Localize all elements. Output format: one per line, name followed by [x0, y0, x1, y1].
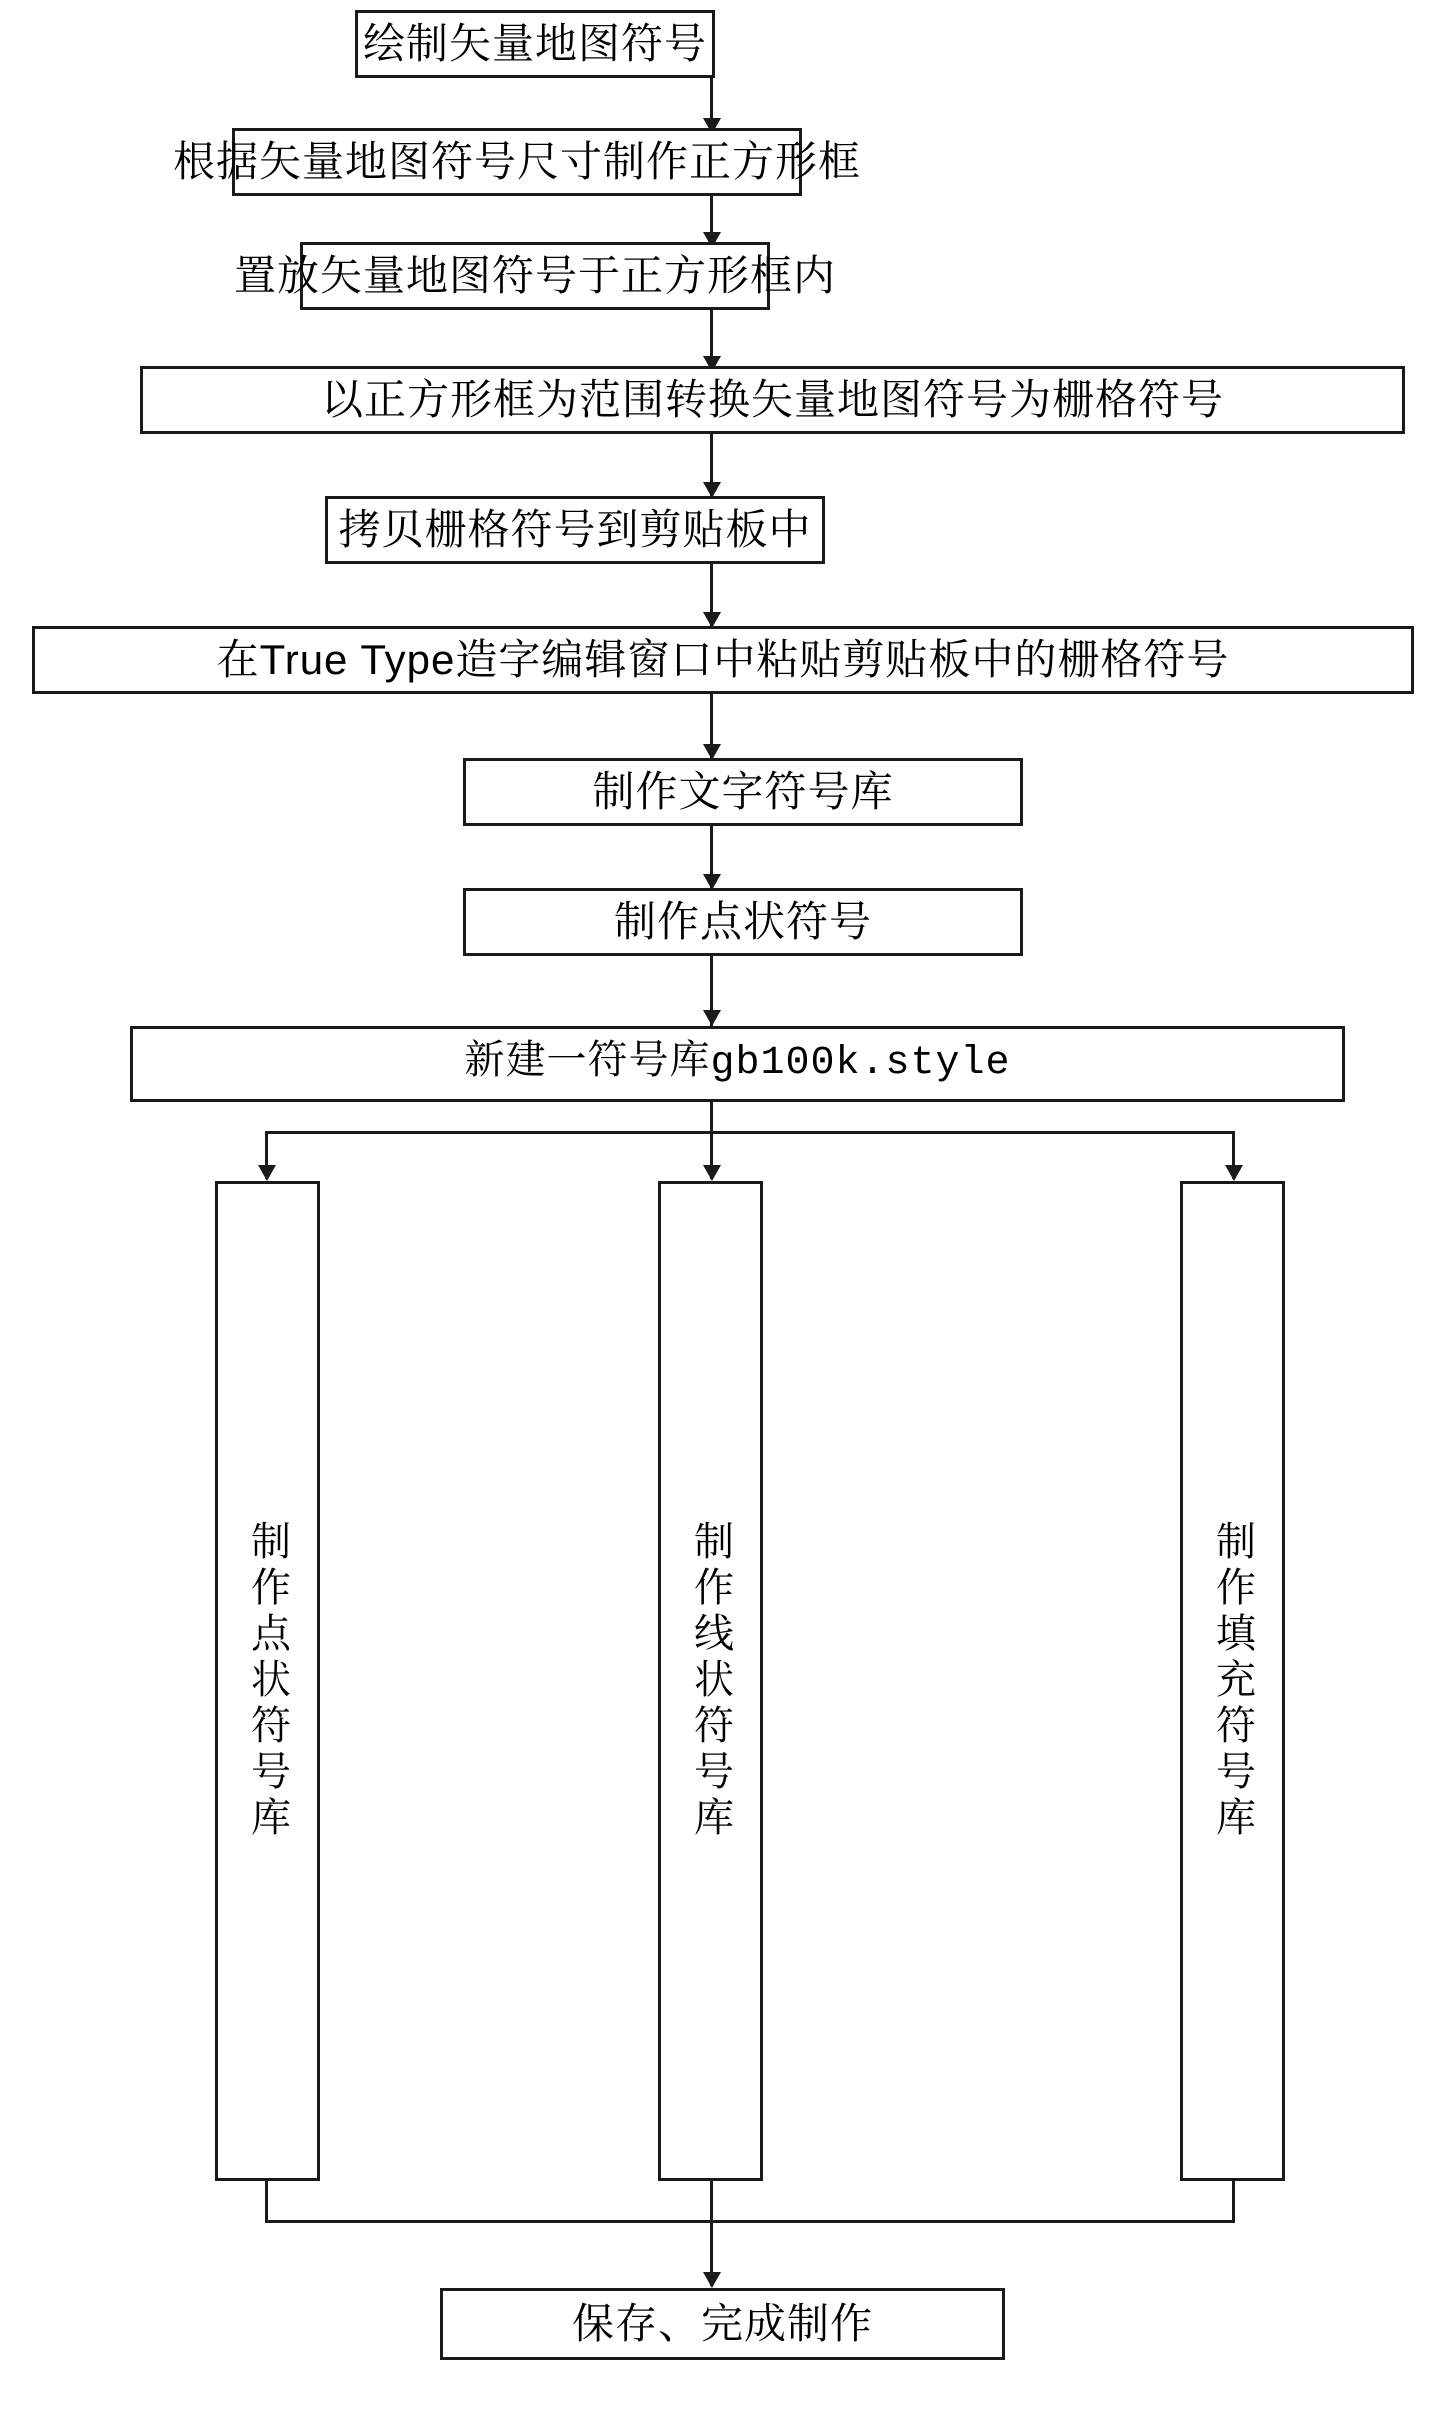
flow-node-label: 制作线状符号库	[688, 1520, 733, 1842]
flow-node-make-square-frame[interactable]	[173, 128, 862, 196]
connector-line	[710, 1102, 713, 1133]
flow-node-label: 绘制矢量地图符号	[362, 19, 707, 67]
flow-node-label: 以正方形框为范围转换矢量地图符号为栅格符号	[320, 375, 1224, 423]
flow-node-label: 制作点状符号库	[245, 1520, 290, 1842]
flow-node-label: 制作文字符号库	[592, 767, 894, 815]
flow-node-paste-in-truetype-editor[interactable]	[32, 626, 1414, 694]
connector-line	[265, 1131, 1235, 1134]
connector-line	[710, 2181, 713, 2286]
flow-node-label: 新建一符号库gb100k.style	[464, 1041, 1011, 1086]
flow-node-save-and-finish[interactable]	[440, 2288, 1005, 2360]
connector-line	[265, 2181, 268, 2223]
flow-node-label: 保存、完成制作	[571, 2299, 873, 2347]
flow-node-place-symbol-in-frame[interactable]	[234, 242, 837, 310]
flow-node-convert-to-raster[interactable]	[140, 366, 1405, 434]
flow-node-label: 在True Type造字编辑窗口中粘贴剪贴板中的栅格符号	[216, 635, 1230, 683]
flow-node-label: 拷贝栅格符号到剪贴板中	[338, 505, 812, 553]
flow-node-label: 制作填充符号库	[1210, 1520, 1255, 1842]
flow-node-draw-vector-symbol[interactable]	[355, 10, 715, 78]
flow-node-make-fill-symbol-library[interactable]	[1180, 1181, 1285, 2181]
connector-arrow	[703, 1010, 721, 1026]
connector-line	[265, 2220, 1235, 2223]
flow-node-copy-to-clipboard[interactable]	[325, 496, 825, 564]
connector-arrow	[1225, 1165, 1243, 1181]
flow-node-label: 制作点状符号	[613, 897, 872, 945]
flow-node-make-point-symbol-library[interactable]	[215, 1181, 320, 2181]
connector-arrow	[703, 1165, 721, 1181]
connector-arrow	[703, 2272, 721, 2288]
flow-node-make-point-symbol[interactable]	[463, 888, 1023, 956]
flow-node-make-line-symbol-library[interactable]	[658, 1181, 763, 2181]
flow-node-create-style-library[interactable]	[130, 1026, 1345, 1102]
connector-line	[1232, 2181, 1235, 2223]
connector-arrow	[258, 1165, 276, 1181]
flow-node-label: 根据矢量地图符号尺寸制作正方形框	[173, 137, 862, 185]
flow-node-label: 置放矢量地图符号于正方形框内	[234, 251, 837, 299]
flow-node-make-text-symbol-library[interactable]	[463, 758, 1023, 826]
